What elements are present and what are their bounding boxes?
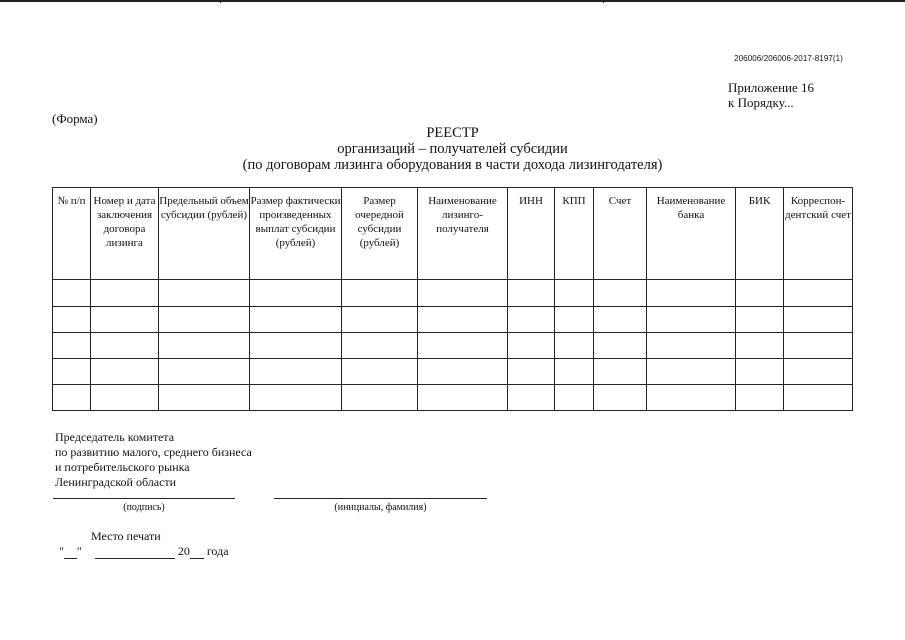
table-cell[interactable] [159, 358, 250, 384]
table-cell[interactable] [53, 280, 91, 306]
table-cell[interactable] [555, 384, 594, 410]
registry-table [52, 187, 853, 411]
table-cell[interactable] [736, 384, 784, 410]
table-cell[interactable] [555, 358, 594, 384]
table-cell[interactable] [342, 384, 418, 410]
date-day-blank[interactable] [64, 546, 77, 559]
table-cell[interactable] [53, 384, 91, 410]
table-cell[interactable] [508, 306, 555, 332]
table-cell[interactable] [91, 280, 159, 306]
table-cell[interactable] [53, 332, 91, 358]
table-cell[interactable] [784, 358, 853, 384]
header-cell-next-subsidy: Размер очередной субсидии (рублей) [342, 188, 418, 280]
signature-line-3: и потребительского рынка [55, 460, 190, 474]
annex-line-1: Приложение 16 [728, 80, 815, 95]
table-cell[interactable] [508, 280, 555, 306]
table-cell[interactable] [555, 332, 594, 358]
table-row [53, 306, 853, 332]
table-cell[interactable] [53, 306, 91, 332]
table-cell[interactable] [159, 332, 250, 358]
table-cell[interactable] [647, 280, 736, 306]
date-line [59, 544, 229, 559]
table-cell[interactable] [647, 384, 736, 410]
table-cell[interactable] [342, 280, 418, 306]
table-cell[interactable] [647, 306, 736, 332]
table-cell[interactable] [342, 358, 418, 384]
date-year-blank[interactable] [190, 546, 204, 559]
table-cell[interactable] [91, 384, 159, 410]
date-open-quote: " [59, 544, 64, 558]
signature-line-1: Председатель комитета [55, 430, 175, 444]
table-cell[interactable] [784, 384, 853, 410]
annex-line-2: к Порядку... [728, 95, 794, 110]
signature-line-2: по развитию малого, среднего бизнеса [55, 445, 252, 459]
header-cell-lessee: Наименование лизинго- получателя [418, 188, 508, 280]
table-cell[interactable] [784, 332, 853, 358]
table-cell[interactable] [594, 384, 647, 410]
header-cell-contract: Номер и дата заключения договора лизинга [91, 188, 159, 280]
table-cell[interactable] [91, 306, 159, 332]
signature-block [55, 430, 252, 490]
name-caption: (инициалы, фамилия) [334, 502, 427, 513]
table-cell[interactable] [647, 332, 736, 358]
header-cell-max-subsidy: Предельный объем субсидии (рублей) [159, 188, 250, 280]
table-cell[interactable] [418, 358, 508, 384]
table-cell[interactable] [159, 306, 250, 332]
signature-caption: (подпись) [123, 502, 165, 513]
table-cell[interactable] [418, 384, 508, 410]
table-row [53, 280, 853, 306]
table-cell[interactable] [418, 332, 508, 358]
table-cell[interactable] [594, 358, 647, 384]
document-title: РЕЕСТР [426, 125, 479, 141]
table-header-row [53, 188, 853, 280]
table-cell[interactable] [342, 332, 418, 358]
table-cell[interactable] [508, 384, 555, 410]
date-year-suffix: года [206, 544, 229, 558]
table-cell[interactable] [555, 306, 594, 332]
table-cell[interactable] [736, 332, 784, 358]
table-cell[interactable] [418, 306, 508, 332]
date-year-prefix: 20 [177, 544, 190, 558]
header-cell-kpp: КПП [555, 188, 594, 280]
table-cell[interactable] [647, 358, 736, 384]
page-top-border [0, 0, 905, 2]
table-cell[interactable] [555, 280, 594, 306]
date-month-blank[interactable] [95, 546, 175, 559]
table-cell[interactable] [250, 332, 342, 358]
table-row [53, 332, 853, 358]
table-cell[interactable] [784, 306, 853, 332]
date-close-quote: " [76, 544, 82, 558]
header-cell-number: № п/п [53, 188, 91, 280]
table-cell[interactable] [594, 280, 647, 306]
table-cell[interactable] [159, 280, 250, 306]
header-cell-corr-account: Корреспон- дентский счет [784, 188, 853, 280]
border-tick [603, 0, 604, 3]
table-cell[interactable] [250, 306, 342, 332]
stamp-label: Место печати [91, 529, 161, 543]
header-cell-account: Счет [594, 188, 647, 280]
table-cell[interactable] [250, 280, 342, 306]
table-cell[interactable] [342, 306, 418, 332]
header-cell-inn: ИНН [508, 188, 555, 280]
table-cell[interactable] [250, 358, 342, 384]
document-subtitle-1: организаций – получателей субсидии [337, 141, 568, 157]
border-tick [220, 0, 221, 3]
table-cell[interactable] [594, 332, 647, 358]
table-cell[interactable] [418, 280, 508, 306]
table-cell[interactable] [250, 384, 342, 410]
header-cell-paid-subsidy: Размер фактически произведенных выплат субсидии (рублей) [250, 188, 342, 280]
document-subtitle-2: (по договорам лизинга оборудования в части дохода лизингодателя) [242, 157, 663, 173]
table-cell[interactable] [508, 332, 555, 358]
table-row [53, 358, 853, 384]
table-cell[interactable] [736, 280, 784, 306]
form-label: (Форма) [52, 111, 98, 126]
signature-line[interactable] [53, 498, 235, 499]
signature-line-4: Ленинградской области [55, 475, 177, 489]
header-cell-bank: Наименование банка [647, 188, 736, 280]
table-cell[interactable] [736, 358, 784, 384]
table-cell[interactable] [159, 384, 250, 410]
table-cell[interactable] [508, 358, 555, 384]
table-cell[interactable] [53, 358, 91, 384]
table-row [53, 384, 853, 410]
table-cell[interactable] [91, 332, 159, 358]
document-id: 206006/206006-2017-8197(1) [734, 54, 843, 63]
header-cell-bik: БИК [736, 188, 784, 280]
table-cell[interactable] [594, 306, 647, 332]
name-line[interactable] [274, 498, 487, 499]
table-cell[interactable] [784, 280, 853, 306]
table-body [53, 280, 853, 411]
annex-reference [728, 80, 814, 110]
table-cell[interactable] [736, 306, 784, 332]
table-cell[interactable] [91, 358, 159, 384]
document-heading [0, 125, 905, 173]
